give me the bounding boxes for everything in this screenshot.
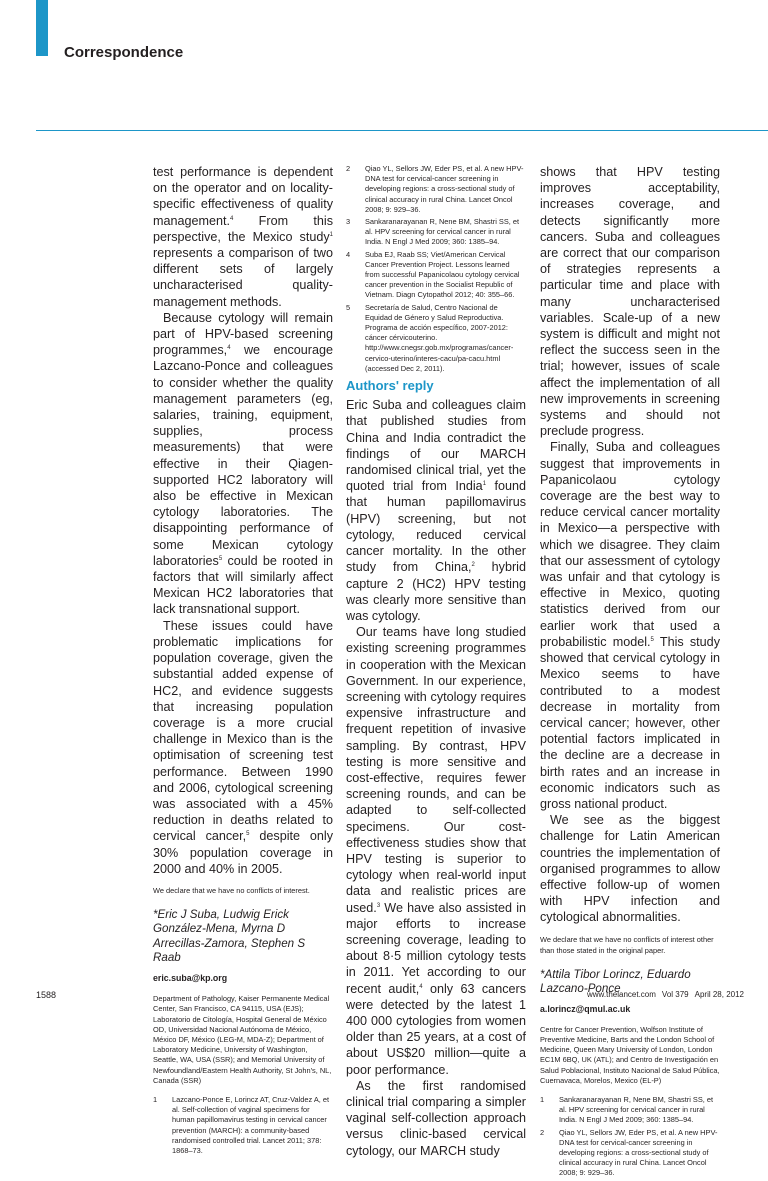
issue-date: April 28, 2012 <box>694 990 744 999</box>
reference-item: 2 Qiao YL, Sellors JW, Eder PS, et al. A new HPV-DNA test for cervical-cancer screening in developing regions: a cross-sectional study of clinical accuracy in rural China. Lancet Oncol 2008; 9: 929–36. <box>346 164 524 214</box>
section-title: Correspondence <box>64 44 184 61</box>
c1-paragraph-2: Because cytology will remain part of HPV-based screening programmes,$^4$ we encourage Lazcano-Ponce and colleagues to consider whether the quality management parameters (eg, salaries, training, equipment, supplies, process measurements) that were effective in their Qiagen-supported HC2 laboratory will also be effective in Mexican cytology laboratories. The disappointing performance of some Mexican cytology laboratories$^5$ could be rooted in factors that will similarly affect Mexican HC2 laboratories that lack transnational support. <box>153 310 333 617</box>
reference-item: 3 Sankaranarayanan R, Nene BM, Shastri SS, et al. HPV screening for cervical cancer in rural India. N Engl J Med 2009; 360: 1385–94. <box>346 217 520 247</box>
journal-website-link[interactable]: www.thelancet.com <box>587 990 656 999</box>
header-rule <box>36 130 768 131</box>
c3-email-link[interactable]: a.lorincz@qmul.ac.uk <box>540 1003 631 1014</box>
c3-conflict-statement: We declare that we have no conflicts of interest other than those stated in the original paper. <box>540 934 714 955</box>
column-3 <box>540 164 720 1181</box>
c3-paragraph-3: We see as the biggest challenge for Latin American countries the implementation of organised programmes to allow effective follow-up of women with HPV infection and cytological abnormalities. <box>540 813 720 925</box>
reference-item: 2 Qiao YL, Sellors JW, Eder PS, et al. A new HPV-DNA test for cervical-cancer screening in developing regions: a cross-sectional study of clinical accuracy in rural China. Lancet Oncol 2008; 9: 929–36. <box>540 1127 718 1178</box>
c2-reference-list <box>346 164 526 374</box>
c3-authors: *Attila Tibor Lorincz, Eduardo Lazcano-Ponce <box>540 967 691 996</box>
reference-item: 5 Secretaría de Salud, Centro Nacional de Equidad de Género y Salud Reproductiva. Programa de acción específico, 2007-2012: cáncer cérvicouterino. http://www.cnegsr.gob.mx/programas/cancer-cervico-uterino/interes-cacu/pa-cacu.html (accessed Dec 2, 2011). <box>346 302 514 373</box>
c2-paragraph-3: As the first randomised clinical trial comparing a simpler vaginal self-collection approach versus clinic-based cervical cytology, our MARCH study <box>346 1078 526 1158</box>
reference-item: 4 Suba EJ, Raab SS; Viet/American Cervical Cancer Prevention Project. Lessons learned from successful Papanicolaou cytology cervical cancer prevention in the Socialist Republic of Vietnam. Diagn Cytopathol 2012; 40: 355–66. <box>346 249 520 300</box>
c1-affiliation: Department of Pathology, Kaiser Permanente Medical Center, San Francisco, CA 94115, USA (EJS); Laboratorio de Citología, Hospital General de México OD, Universidad Nacional Autónoma de México, México DF, México (LEG-M, MDA-Z); Department of Laboratory Medicine, University of Washington, Seattle, WA, USA (SSR); and Memorial University of Newfoundland/Eastern Health Authority, St John's, NL, Canada (SSR) <box>153 994 332 1085</box>
column-2 <box>346 164 526 1159</box>
c1-email-link[interactable]: eric.suba@kp.org <box>153 972 228 983</box>
footer-citation <box>587 990 744 999</box>
c3-reference-list <box>540 1095 720 1179</box>
reference-item: 1 Lazcano-Ponce E, Lorincz AT, Cruz-Valdez A, et al. Self-collection of vaginal specimens for human papillomavirus testing in cervical cancer prevention (MARCH): a community-based randomised controlled trial. Lancet 2011; 378: 1868–73. <box>153 1094 330 1155</box>
authors-reply-heading: Authors' reply <box>346 378 434 394</box>
column-1 <box>153 164 333 1158</box>
c3-affiliation: Centre for Cancer Prevention, Wolfson Institute of Preventive Medicine, Barts and the London School of Medicine, Queen Mary University of London, London EC1M 6BQ, UK (ATL); and Centro de Investigación en Salud Poblacional, Instituto Nacional de Salud Pública, Cuernavaca, Morelos, Mexico (EL-P) <box>540 1024 720 1085</box>
c1-reference-list <box>153 1095 333 1156</box>
c3-paragraph-2: Finally, Suba and colleagues suggest that improvements in Papanicolaou cytology coverage are the best way to reduce cervical cancer mortality in Mexico—a perspective with which we disagree. They claim that our assessment of cytology was unfair and that cytology is effective in Mexico, quoting statistics derived from our earlier work that used a probabilistic model.$^5$ This study showed that cervical cytology in Mexico seems to have contributed to a modest decrease in mortality from cervical cancer; however, other potential factors implicated in the decline are a decrease in birth rates and an increase in economic indicators such as gross national product. <box>540 440 720 811</box>
volume-label: Vol 379 <box>661 990 689 999</box>
c1-paragraph-1: test performance is dependent on the operator and on locality-specific effectiveness of quality management.$^4$ From this perspective, the Mexico study$^1$ represents a comparison of two different sets of largely uncharacterised quality-management methods. <box>153 165 333 309</box>
c1-conflict-statement: We declare that we have no conflicts of interest. <box>153 885 310 895</box>
accent-bar <box>36 0 48 56</box>
c1-authors: *Eric J Suba, Ludwig Erick González-Mena, Myrna D Arrecillas-Zamora, Stephen S Raab <box>153 907 306 965</box>
reference-item: 1 Sankaranarayanan R, Nene BM, Shastri SS, et al. HPV screening for cervical cancer in rural India. N Engl J Med 2009; 360: 1385–94. <box>540 1094 714 1125</box>
c3-paragraph-1: shows that HPV testing improves acceptability, increases coverage, and detects significantly more cancers. Suba and colleagues are correct that our comparison of strategies represents a particular time and place with many uncharacterised variables. Scale-up of a new system is difficult and might not reflect the success seen in the trial; however, issues of scale affect the implementation of all new improvements in screening systems and should not preclude progress. <box>540 165 720 439</box>
page-number: 1588 <box>36 990 57 1000</box>
c2-paragraph-2: Our teams have long studied existing screening programmes in cooperation with the Mexican Government. In our experience, screening with cytology requires expensive infrastructure and frequent repetition of invasive sampling. By contrast, HPV testing is more sensitive and cost-effective, requires fewer screening rounds, and can be adapted to self-collected specimens. Our cost-effectiveness studies show that HPV testing is superior to cytology when real-world input data and realistic prices are used.$^3$ We have also assisted in major efforts to increase screening coverage, leading to about 8·5 million cytology tests in 2011. Yet according to our recent audit,$^4$ only 63 cancers were detected by the latest 1 400 000 cytologies from women older than 25 years, at a cost of about US$20 million—quite a poor performance. <box>346 625 526 1077</box>
c1-paragraph-3: These issues could have problematic implications for population coverage, given the substantial added expense of HC2, and evidence suggests that increasing population coverage is a more crucial challenge in Mexico than is the optimisation of screening test performance. Between 1990 and 2006, cytological screening was associated with a 45% reduction in deaths related to cervical cancer,$^5$ despite only 30% population coverage in 2000 and 40% in 2005. <box>153 618 333 876</box>
c2-paragraph-1: Eric Suba and colleagues claim that published studies from China and India contradict the findings of our MARCH randomised clinical trial, yet the quoted trial from India$^1$ found that human papillomavirus (HPV) screening, but not cytology, reduced cervical cancer mortality. In the other study from China,$^2$ hybrid capture 2 (HC2) HPV testing was clearly more sensitive than was cytology. <box>346 398 527 623</box>
